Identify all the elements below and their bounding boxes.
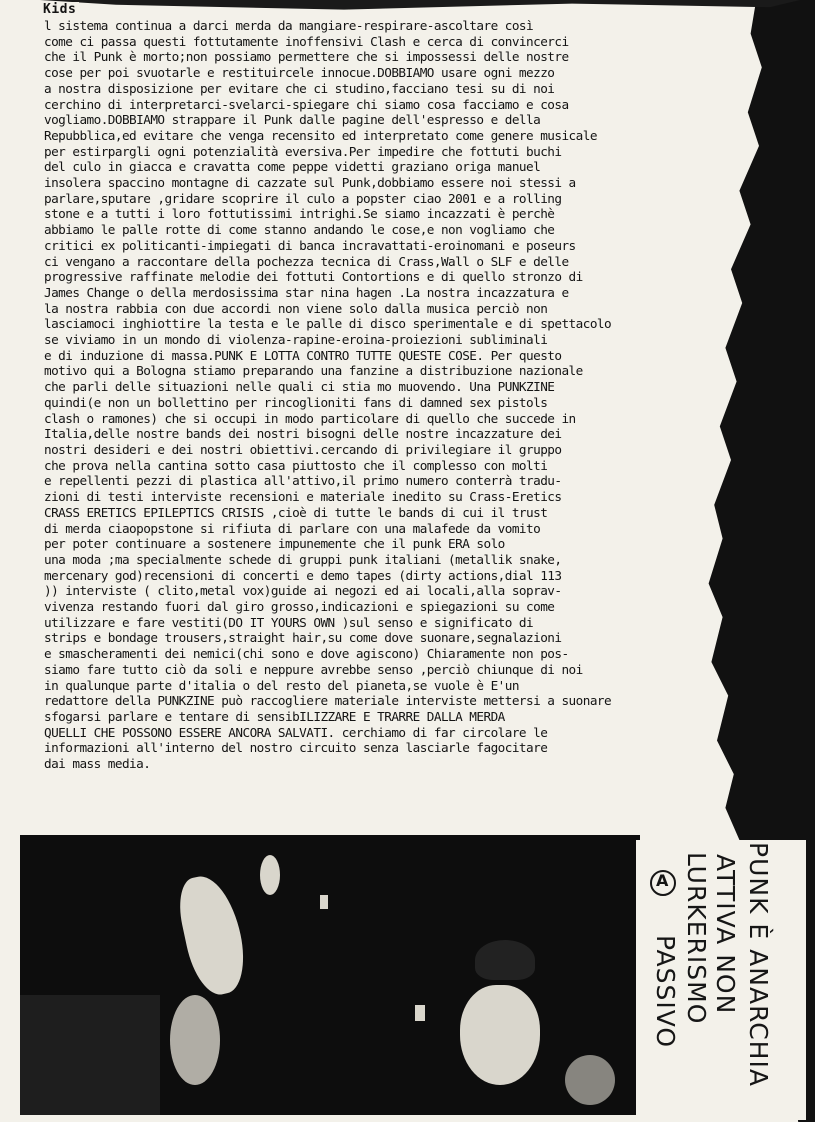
text-line: cerchino di interpretarci-svelarci-spiegare chi siamo cosa facciamo e cosa <box>44 96 569 112</box>
text-line: CRASS ERETICS EPILEPTICS CRISIS ,cioè di tutte le bands di cui il trust <box>44 504 548 520</box>
photo-highlight <box>170 995 220 1085</box>
text-line: redattore della PUNKZINE può raccogliere materiale interviste mettersi a suonare <box>44 693 612 709</box>
text-line: che prova nella cantina sotto casa piuttosto che il complesso con molti <box>44 457 548 473</box>
text-line: di merda ciaopopstone si rifiuta di parlare con una malafede da vomito <box>44 520 541 536</box>
text-line: dai mass media. <box>44 756 151 772</box>
text-line: zioni di testi interviste recensioni e materiale inedito su Crass-Eretics <box>44 489 562 505</box>
slogan-line: LURKERISMO <box>682 852 711 1025</box>
top-ink-smudge <box>40 0 800 12</box>
text-line: e di induzione di massa.PUNK E LOTTA CONTRO TUTTE QUESTE COSE. Per questo <box>44 347 562 363</box>
text-line: strips e bondage trousers,straight hair,su come dove suonare,segnalazioni <box>44 630 562 646</box>
text-line: cose per poi svuotarle e restituircele innocue.DOBBIAMO usare ogni mezzo <box>44 65 555 81</box>
band-photo <box>20 835 640 1115</box>
anarchy-symbol-icon <box>650 870 676 896</box>
text-line: nostri desideri e dei nostri obiettivi.cercando di privilegiare il gruppo <box>44 441 562 457</box>
manifesto-text <box>44 18 764 772</box>
text-line: QUELLI CHE POSSONO ESSERE ANCORA SALVATI. cerchiamo di far circolare le <box>44 724 548 740</box>
text-line: per poter continuare a sostenere impunemente che il punk ERA solo <box>44 536 505 552</box>
text-line: ci vengano a raccontare della pochezza tecnica di Crass,Wall o SLF e delle <box>44 253 569 269</box>
text-line: che parli delle situazioni nelle quali ci stia mo muovendo. Una PUNKZINE <box>44 379 555 395</box>
text-line: clash o ramones) che si occupi in modo particolare di quello che succede in <box>44 410 576 426</box>
photo-highlight <box>260 855 280 895</box>
text-line: mercenary god)recensioni di concerti e demo tapes (dirty actions,dial 113 <box>44 567 562 583</box>
photo-face <box>460 985 540 1085</box>
text-line: che il Punk è morto;non possiamo permettere che si impossessi delle nostre <box>44 49 569 65</box>
text-line: utilizzare e fare vestiti(DO IT YOURS OWN )sul senso e significato di <box>44 614 534 630</box>
text-line: a nostra disposizione per evitare che ci studino,facciano tesi su di noi <box>44 80 555 96</box>
text-line: abbiamo le palle rotte di come stanno andando le cose,e non vogliamo che <box>44 222 555 238</box>
photo-highlight <box>565 1055 615 1105</box>
photo-shadow <box>20 995 160 1115</box>
slogan-line: ATTIVA NON <box>711 854 740 1015</box>
text-line: James Change o della merdosissima star nina hagen .La nostra incazzatura e <box>44 284 569 300</box>
slogan-line: PUNK È ANARCHIA <box>744 842 773 1087</box>
text-line: siamo fare tutto ciò da soli e neppure avrebbe senso ,perciò chiunque di noi <box>44 661 583 677</box>
text-line: Italia,delle nostre bands dei nostri bisogni delle nostre incazzature dei <box>44 426 562 442</box>
text-line: vogliamo.DOBBIAMO strappare il Punk dalle pagine dell'espresso e della <box>44 112 541 128</box>
photo-highlight <box>415 1005 425 1021</box>
text-line: se viviamo in un mondo di violenza-rapine-eroina-proiezioni subliminali <box>44 332 548 348</box>
text-line: Repubblica,ed evitare che venga recensito ed interpretato come genere musicale <box>44 127 597 143</box>
text-line: una moda ;ma specialmente schede di gruppi punk italiani (metallik snake, <box>44 551 562 567</box>
text-line: la nostra rabbia con due accordi non viene solo dalla musica perciò non <box>44 300 548 316</box>
photo-highlight <box>320 895 328 909</box>
text-line: lasciamoci inghiottire la testa e le palle di disco sperimentale e di spettacolo <box>44 316 612 332</box>
text-line: motivo qui a Bologna stiamo preparando una fanzine a distribuzione nazionale <box>44 363 583 379</box>
page-header: Kids <box>40 2 79 17</box>
text-line: sfogarsi parlare e tentare di sensibILIZZARE E TRARRE DALLA MERDA <box>44 708 505 724</box>
text-line: l sistema continua a darci merda da mangiare-respirare-ascoltare così <box>44 18 534 33</box>
text-line: vivenza restando fuori dal giro grosso,indicazioni e spiegazioni su come <box>44 599 555 615</box>
photo-highlight <box>173 871 252 1000</box>
text-line: )) interviste ( clito,metal vox)guide ai negozi ed ai locali,alla soprav- <box>44 583 562 599</box>
text-line: e repellenti pezzi di plastica all'attivo,il primo numero conterrà tradu- <box>44 473 562 489</box>
text-line: e smascheramenti dei nemici(chi sono e dove agiscono) Chiaramente non pos- <box>44 646 569 662</box>
text-line: informazioni all'interno del nostro circuito senza lasciarle fagocitare <box>44 740 548 756</box>
text-line: parlare,sputare ,gridare scoprire il culo a popster ciao 2001 e a rolling <box>44 190 562 206</box>
text-line: come ci passa questi fottutamente inoffensivi Clash e cerca di convincerci <box>44 33 569 49</box>
text-line: per estirpargli ogni potenzialità eversiva.Per impedire che fottuti buchi <box>44 143 562 159</box>
text-line: critici ex politicanti-impiegati di banca incravattati-eroinomani e poseurs <box>44 237 576 253</box>
slogan-line: PASSIVO <box>651 935 680 1049</box>
text-line: del culo in giacca e cravatta come peppe videtti graziano origa manuel <box>44 159 541 175</box>
photo-hair <box>475 940 535 980</box>
text-line: stone e a tutti i loro fottutissimi intrighi.Se siamo incazzati è perchè <box>44 206 555 222</box>
text-line: quindi(e non un bollettino per rincoglioniti fans di damned sex pistols <box>44 394 548 410</box>
text-line: insolera spaccino montagne di cazzate sul Punk,dobbiamo essere noi stessi a <box>44 175 576 191</box>
text-line: in qualunque parte d'italia o del resto del pianeta,se vuole è E'un <box>44 677 519 693</box>
text-line: progressive raffinate melodie dei fottuti Contortions e di quello stronzo di <box>44 269 583 285</box>
